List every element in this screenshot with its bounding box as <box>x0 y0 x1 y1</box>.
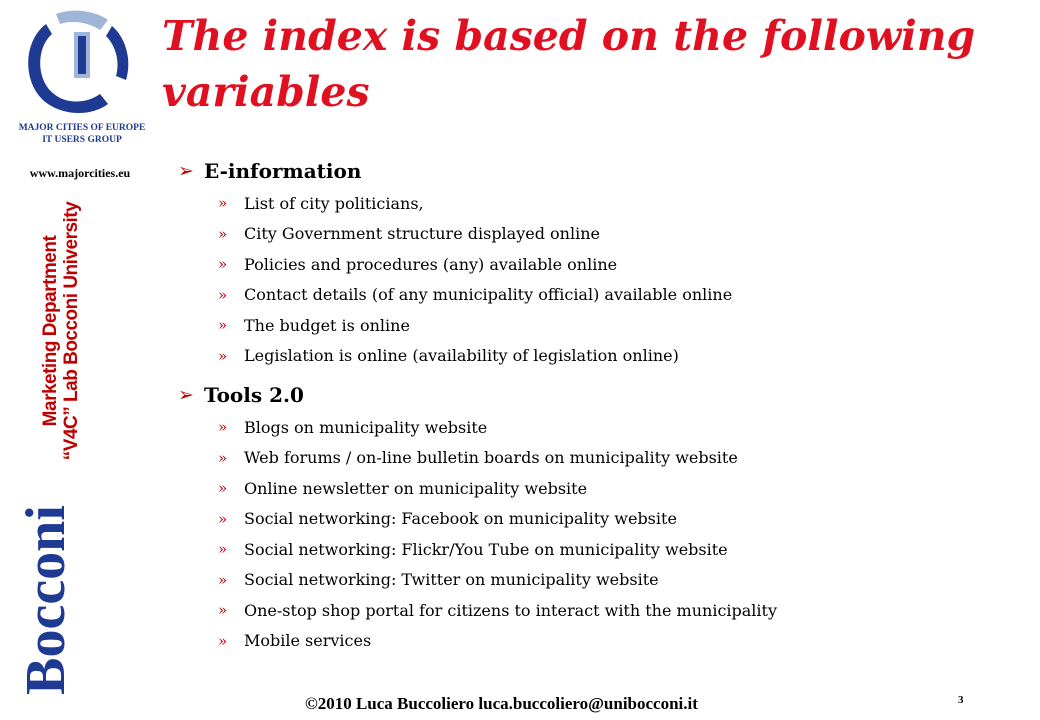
list-item: » Social networking: Flickr/You Tube on municipality website <box>218 539 728 559</box>
section-heading <box>178 380 777 410</box>
chevron-bullet-icon: » <box>218 255 228 274</box>
list-item: » Social networking: Twitter on municipality website <box>218 570 659 590</box>
site-url: www.majorcities.eu <box>29 166 131 180</box>
logo-line-1: MAJOR CITIES OF EUROPE <box>18 123 146 133</box>
bocconi-wordmark: Bocconi <box>15 505 77 695</box>
chevron-bullet-icon: » <box>218 346 228 365</box>
major-cities-logo <box>12 8 152 156</box>
chevron-bullet-icon: » <box>218 570 228 589</box>
list-item: » The budget is online <box>218 315 410 335</box>
section-e-information <box>178 156 732 371</box>
list-item: » Policies and procedures (any) available online <box>218 254 618 274</box>
list-item: » List of city politicians, <box>218 193 424 213</box>
department-line-1: Marketing Department <box>40 235 61 427</box>
list-item: » Online newsletter on municipality website <box>218 478 588 498</box>
department-line-2: “V4C” Lab Bocconi University <box>61 201 82 461</box>
chevron-bullet-icon: » <box>218 509 228 528</box>
item-list <box>218 188 732 371</box>
chevron-bullet-icon: » <box>218 631 228 650</box>
list-item: » City Government structure displayed online <box>218 224 600 244</box>
department-label <box>40 186 84 476</box>
logo-line-2: IT USERS GROUP <box>42 135 122 145</box>
chevron-bullet-icon: » <box>218 601 228 620</box>
list-item: » Blogs on municipality website <box>218 417 488 437</box>
major-cities-emblem <box>12 8 152 156</box>
arrow-bullet-icon: ➢ <box>178 384 194 406</box>
chevron-bullet-icon: » <box>218 224 228 243</box>
chevron-bullet-icon: » <box>218 540 228 559</box>
list-item: » One-stop shop portal for citizens to interact with the municipality <box>218 600 777 620</box>
chevron-bullet-icon: » <box>218 316 228 335</box>
section-heading <box>178 156 732 186</box>
arrow-bullet-icon: ➢ <box>178 160 194 182</box>
item-list <box>218 412 777 656</box>
chevron-bullet-icon: » <box>218 479 228 498</box>
chevron-bullet-icon: » <box>218 448 228 467</box>
section-label: Tools 2.0 <box>204 383 304 407</box>
chevron-bullet-icon: » <box>218 194 228 213</box>
section-tools-2-0 <box>178 380 777 656</box>
footer-copyright: ©2010 Luca Buccoliero luca.buccoliero@unibocconi.it <box>305 694 698 713</box>
page-number: 3 <box>958 694 964 706</box>
chevron-bullet-icon: » <box>218 285 228 304</box>
list-item: » Legislation is online (availability of legislation online) <box>218 346 679 366</box>
list-item: » Web forums / on-line bulletin boards on municipality website <box>218 448 738 468</box>
chevron-bullet-icon: » <box>218 418 228 437</box>
slide-title: The index is based on the following variables <box>162 12 976 116</box>
list-item: » Mobile services <box>218 631 372 651</box>
section-label: E-information <box>204 159 362 183</box>
list-item: » Social networking: Facebook on municipality website <box>218 509 677 529</box>
list-item: » Contact details (of any municipality official) available online <box>218 285 733 305</box>
